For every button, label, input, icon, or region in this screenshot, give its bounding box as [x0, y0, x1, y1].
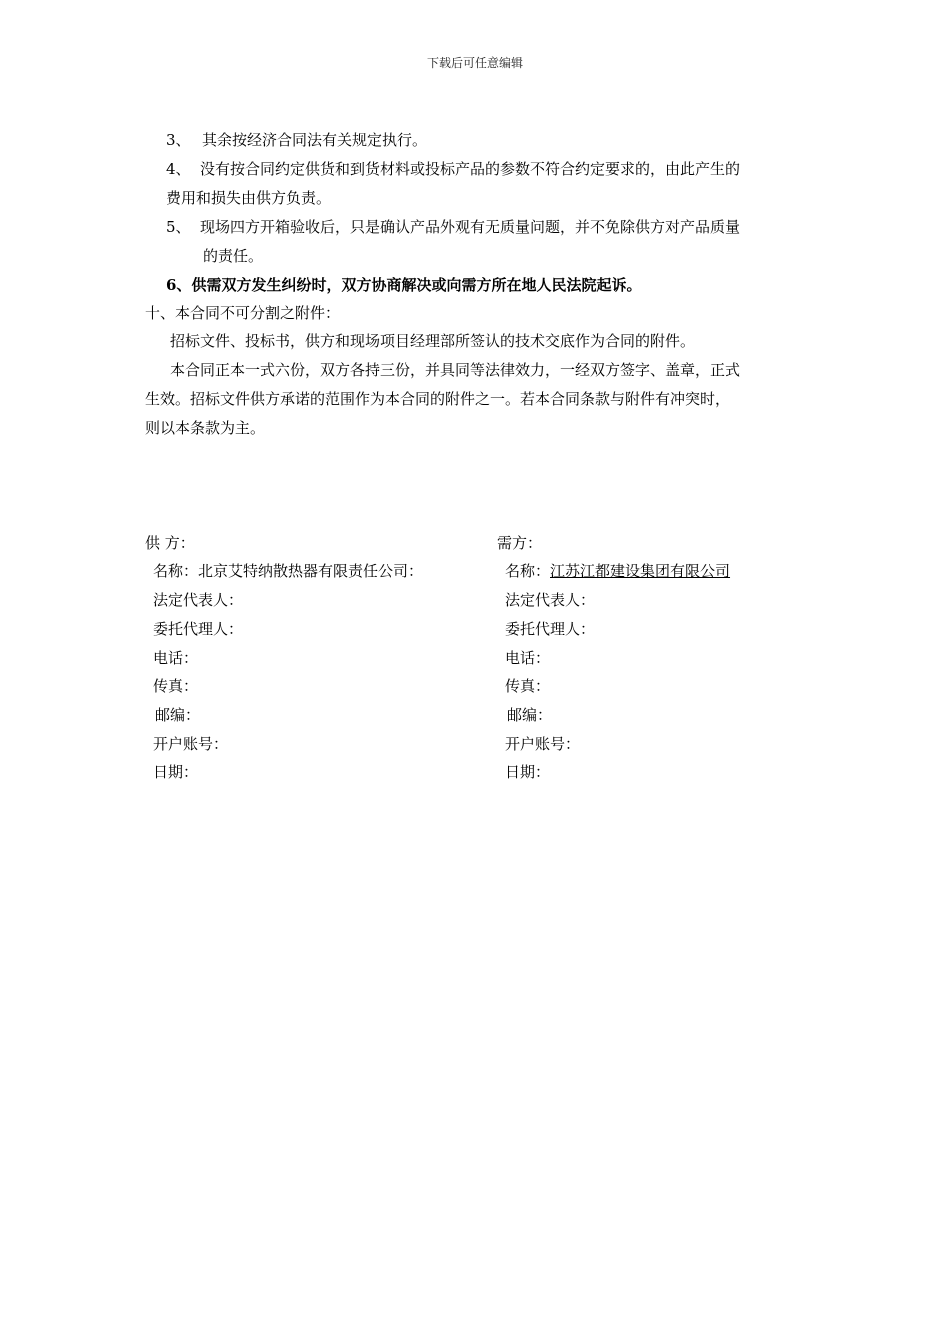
- supplier-name-label: 名称：: [153, 562, 199, 580]
- buyer-date: 日期：: [505, 763, 551, 781]
- clause-4-number: 4、: [166, 160, 191, 178]
- section-10-para-2-line1: 本合同正本一式六份，双方各持三份，并具同等法律效力，一经双方签字、盖章，正式: [170, 361, 741, 379]
- buyer-name-value: 江苏江都建设集团有限公司: [550, 562, 731, 580]
- buyer-postcode: 邮编：: [507, 706, 553, 724]
- clause-6-number: 6、: [166, 276, 192, 294]
- buyer-agent: 委托代理人：: [505, 620, 596, 638]
- supplier-fax: 传真：: [153, 677, 199, 695]
- clause-6-text: 供需双方发生纠纷时，双方协商解决或向需方所在地人民法院起诉。: [191, 276, 642, 294]
- buyer-fax: 传真：: [505, 677, 551, 695]
- buyer-account: 开户账号：: [505, 735, 581, 753]
- supplier-title: 供 方：: [145, 534, 195, 552]
- clause-4-line2: 费用和损失由供方负责。: [166, 189, 332, 207]
- section-10-para-2-line2: 生效。招标文件供方承诺的范围作为本合同的附件之一。若本合同条款与附件有冲突时，: [145, 390, 731, 408]
- clause-3: [166, 126, 427, 155]
- supplier-postcode: 邮编：: [155, 706, 201, 724]
- buyer-title: 需方：: [497, 534, 543, 552]
- supplier-date: 日期：: [153, 763, 199, 781]
- clause-3-text: 其余按经济合同法有关规定执行。: [202, 131, 428, 149]
- clause-5-text-line1: 现场四方开箱验收后，只是确认产品外观有无质量问题，并不免除供方对产品质量: [200, 218, 741, 236]
- buyer-phone: 电话：: [505, 649, 551, 667]
- buyer-legal-rep: 法定代表人：: [505, 591, 596, 609]
- supplier-legal-rep: 法定代表人：: [153, 591, 244, 609]
- clause-4: [166, 155, 740, 184]
- section-10-para-2-line3: 则以本条款为主。: [145, 419, 266, 437]
- buyer-name-field: [505, 557, 730, 586]
- clause-4-text-line1: 没有按合同约定供货和到货材料或投标产品的参数不符合约定要求的，由此产生的: [200, 160, 741, 178]
- supplier-name-value: 北京艾特纳散热器有限责任公司：: [198, 562, 424, 580]
- page-header: 下载后可任意编辑: [426, 56, 523, 70]
- clause-6: [166, 271, 641, 300]
- clause-3-number: 3、: [166, 131, 191, 149]
- buyer-name-label: 名称：: [505, 562, 551, 580]
- clause-5-line2: 的责任。: [203, 247, 264, 265]
- supplier-phone: 电话：: [153, 649, 199, 667]
- section-10-title: 十、本合同不可分割之附件：: [145, 304, 341, 322]
- clause-5: [166, 213, 740, 242]
- supplier-name-field: [153, 557, 423, 586]
- section-10-para-1: 招标文件、投标书，供方和现场项目经理部所签认的技术交底作为合同的附件。: [170, 332, 696, 350]
- clause-5-number: 5、: [166, 218, 191, 236]
- supplier-agent: 委托代理人：: [153, 620, 244, 638]
- supplier-account: 开户账号：: [153, 735, 229, 753]
